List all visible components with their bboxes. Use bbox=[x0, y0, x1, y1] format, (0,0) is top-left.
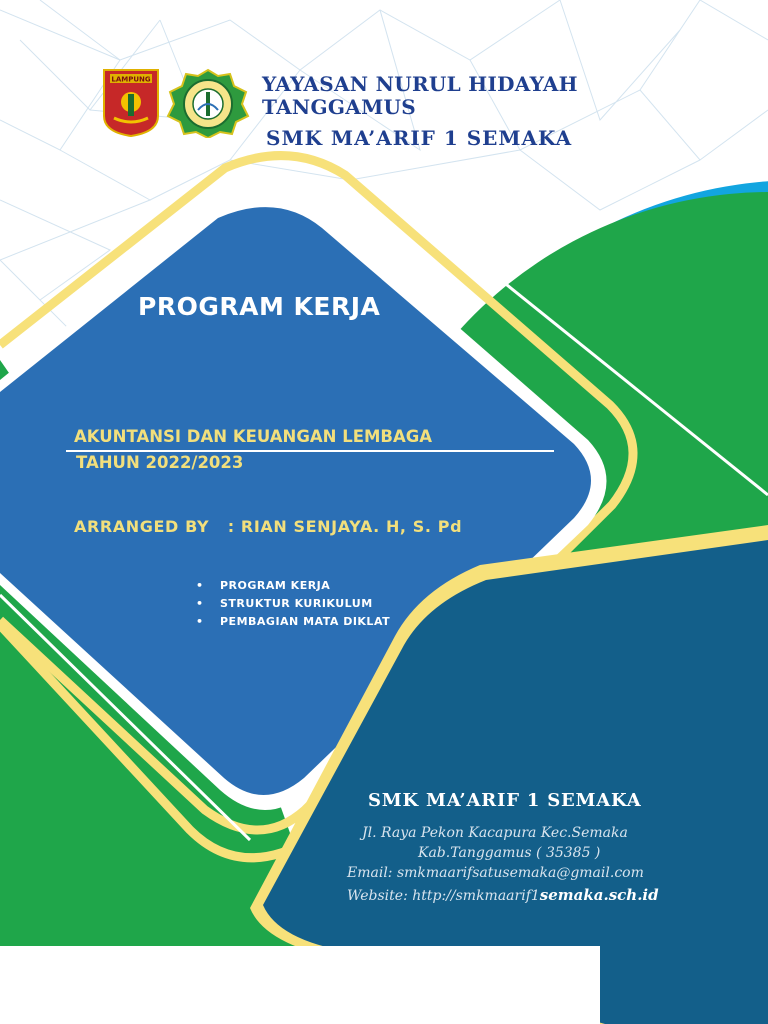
document-title: PROGRAM KERJA bbox=[138, 292, 381, 321]
email-address: Email: smkmaarifsatusemaka@gmail.com bbox=[347, 865, 644, 881]
website-prefix: Website: http://smkmaarif1 bbox=[347, 888, 540, 904]
list-item-label: STRUKTUR KURIKULUM bbox=[220, 597, 373, 610]
lampung-shield-label: LAMPUNG bbox=[111, 75, 151, 84]
header-logos bbox=[102, 68, 252, 138]
bullet-icon: • bbox=[196, 615, 204, 628]
bottom-strip bbox=[0, 946, 600, 1024]
department-name: AKUNTANSI DAN KEUANGAN LEMBAGA bbox=[74, 427, 433, 446]
arranged-by: ARRANGED BY : RIAN SENJAYA. H, S. Pd bbox=[74, 517, 463, 536]
foundation-name-line1: YAYASAN NURUL HIDAYAH bbox=[262, 72, 578, 96]
list-item-label: PROGRAM KERJA bbox=[220, 579, 331, 592]
list-item bbox=[196, 577, 390, 595]
list-item bbox=[196, 595, 390, 613]
bullet-icon: • bbox=[196, 597, 204, 610]
title-divider bbox=[66, 450, 554, 452]
contents-list bbox=[196, 577, 390, 631]
website-domain: semaka.sch.id bbox=[539, 886, 659, 904]
list-item-label: PEMBAGIAN MATA DIKLAT bbox=[220, 615, 391, 628]
school-name-header: SMK MA’ARIF 1 SEMAKA bbox=[266, 126, 573, 150]
school-emblem-icon bbox=[168, 70, 248, 138]
list-item bbox=[196, 613, 390, 631]
school-name-footer: SMK MA’ARIF 1 SEMAKA bbox=[368, 790, 642, 811]
address-line2: Kab.Tanggamus ( 35385 ) bbox=[418, 845, 601, 861]
address-line1: Jl. Raya Pekon Kacapura Kec.Semaka bbox=[362, 825, 628, 841]
foundation-name-line2: TANGGAMUS bbox=[262, 95, 416, 119]
academic-year: TAHUN 2022/2023 bbox=[76, 453, 244, 472]
lampung-province-shield-icon bbox=[104, 70, 158, 136]
bullet-icon: • bbox=[196, 579, 204, 592]
website-address[interactable] bbox=[347, 886, 659, 904]
